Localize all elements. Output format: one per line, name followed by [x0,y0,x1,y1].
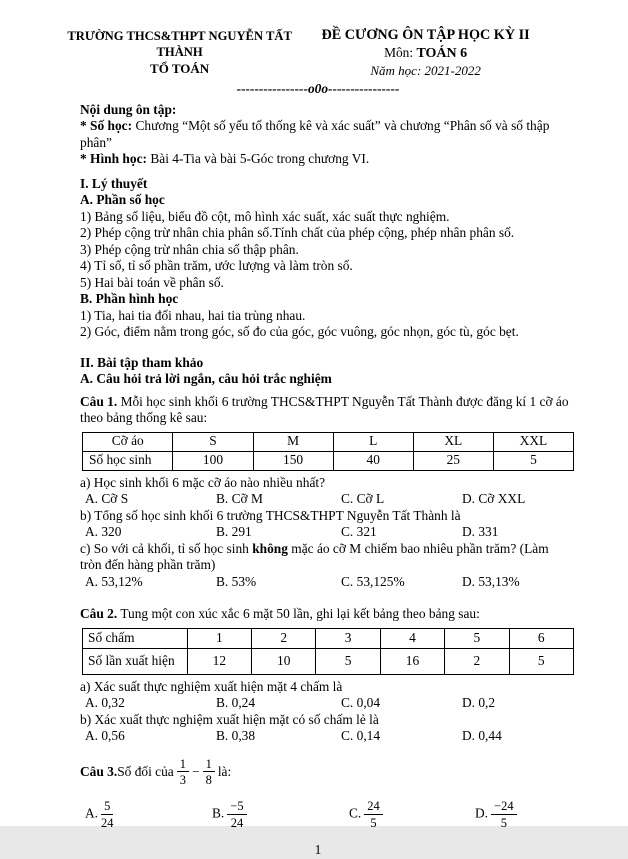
q1-table [82,432,574,471]
q3-label: Câu 3. [80,763,118,779]
q1-text: Mỗi học sinh khối 6 trường THCS&THPT Nguyễn Tất Thành được đăng kí 1 cỡ áo theo bảng thống kê sau: [80,393,569,425]
fraction-denominator: 5 [370,815,377,830]
q2-text: Tung một con xúc xắc 6 mặt 50 lần, ghi lại kết bảng theo bảng sau: [117,606,480,621]
q3-suffix: là: [217,763,232,779]
option: B. 53% [216,573,257,589]
fraction-numerator: 5 [101,799,113,814]
q3-text: Số đối của [117,763,174,779]
table-cell: 5 [493,451,573,470]
table-cell: 2 [445,648,509,674]
exercises-heading: II. Bài tập tham khảo [80,354,204,370]
table-cell: 16 [380,648,444,674]
option: D. 331 [462,524,499,539]
subject-value: TOÁN 6 [416,46,468,61]
department-name: TỔ TOÁN [150,61,210,76]
q2b-options [80,728,572,745]
page-number: 1 [314,842,322,857]
q1c-post: mặc áo cỡ M chiếm bao nhiêu phần trăm? (Làm tròn đến hàng phần trăm) [80,540,549,572]
option-label: A. [85,805,99,821]
ooo-divider: ----------------o0o---------------- [236,81,400,96]
table-cell: S [173,432,253,451]
option: A. 53,12% [85,573,143,589]
so-hoc-text: Chương “Một số yếu tố thống kê và xác suất” và chương “Phân số và số thập phân” [80,118,550,150]
table-row [83,648,574,674]
option [85,799,212,830]
table-cell: 5 [316,648,380,674]
table-row [83,432,574,451]
option: D. 53,13% [462,573,520,589]
option-label: D. [475,805,489,821]
option: C. 0,04 [341,695,381,710]
table-cell: 100 [173,451,253,470]
theory-b-heading: B. Phần hình học [80,291,179,306]
q2a-options [80,695,572,712]
option: C. 321 [341,524,377,539]
fraction [364,799,383,830]
q2b-question: b) Xác xuất thực nghiệm xuất hiện mặt có số chấm lẻ là [80,711,379,727]
hinh-hoc-label: * Hình học: [80,151,147,166]
minus-sign: − [192,763,200,779]
fraction-numerator: 1 [203,757,215,772]
option: C. Cỡ L [341,491,385,506]
option: D. Cỡ XXL [462,491,526,506]
q3-intro [80,757,572,788]
fraction-denominator: 3 [179,772,186,787]
q1c-options [80,574,572,591]
header-school-block [64,26,295,79]
option [349,799,475,830]
table-cell: XL [413,432,493,451]
q1a-options [80,491,572,508]
option: B. 0,24 [216,695,256,710]
table-cell: Số học sinh [83,451,173,470]
q1c-question [80,541,572,574]
fraction [491,799,517,830]
option: A. 0,56 [85,728,125,743]
option: C. 53,125% [341,573,405,589]
fraction-numerator: 24 [364,799,383,814]
exercises-subheading: A. Câu hỏi trả lời ngắn, câu hỏi trắc nghiệm [80,371,332,386]
table-cell: 25 [413,451,493,470]
outline-heading: Nội dung ôn tập: [80,101,177,117]
so-hoc-label: * Số học: [80,118,133,133]
q1c-bold: không [252,540,288,556]
header-title-block [295,26,556,79]
q2-label: Câu 2. [80,606,118,621]
school-name: TRƯỜNG THCS&THPT NGUYỄN TẤT THÀNH [67,29,292,59]
q3-options [80,799,572,830]
table-cell: Cỡ áo [83,432,173,451]
option: B. Cỡ M [216,491,263,506]
doc-title: ĐỀ CƯƠNG ÔN TẬP HỌC KỲ II [321,27,530,43]
theory-a-item: 1) Bảng số liệu, biểu đồ cột, mô hình xác suất, xác suất thực nghiệm. [80,208,450,224]
table-cell: 12 [187,648,251,674]
q1a-question: a) Học sinh khối 6 mặc cỡ áo nào nhiều nhất? [80,474,326,490]
fraction [177,757,189,788]
q2-table [82,628,574,675]
table-cell: 10 [252,648,316,674]
fraction-numerator: −5 [227,799,246,814]
fraction-numerator: −24 [491,799,517,814]
table-cell: Số chấm [83,628,188,648]
theory-a-heading: A. Phần số học [80,192,165,207]
theory-b-item: 2) Góc, điểm nằm trong góc, số đo của góc, góc vuông, góc nhọn, góc tù, góc bẹt. [80,324,519,339]
option: A. Cỡ S [85,491,129,506]
option [212,799,349,830]
fraction [227,799,246,830]
fraction-denominator: 8 [205,772,212,787]
fraction-denominator: 24 [101,815,114,830]
table-cell: 5 [445,628,509,648]
fraction-numerator: 1 [177,757,189,772]
option: C. 0,14 [341,728,381,743]
school-year: Năm học: 2021-2022 [370,63,481,78]
outline-hinh-hoc [80,151,572,168]
option: D. 0,44 [462,728,502,743]
table-cell: 3 [316,628,380,648]
document-header [64,26,556,79]
table-cell: 40 [333,451,413,470]
outline-so-hoc [80,118,572,151]
table-cell: 6 [509,628,573,648]
table-cell: L [333,432,413,451]
theory-a-item: 2) Phép cộng trừ nhân chia phân số.Tính chất của phép cộng, phép nhân phân số. [80,225,515,240]
table-cell: 4 [380,628,444,648]
q1b-options [80,524,572,541]
subject-line [295,44,556,62]
q2a-question: a) Xác suất thực nghiệm xuất hiện mặt 4 chấm là [80,678,343,694]
fraction [101,799,114,830]
table-row [83,451,574,470]
option: A. 320 [85,524,122,539]
theory-b-item: 1) Tia, hai tia đối nhau, hai tia trùng nhau. [80,307,306,323]
table-cell: 5 [509,648,573,674]
option-label: C. [349,805,362,821]
subject-label: Môn: [384,45,417,60]
option: B. 0,38 [216,728,256,743]
fraction [203,757,215,788]
q1b-question: b) Tổng số học sinh khối 6 trường THCS&THPT Nguyễn Tất Thành là [80,507,461,523]
q1-intro [80,394,572,427]
table-cell: XXL [493,432,573,451]
option: A. 0,32 [85,695,125,710]
option: D. 0,2 [462,695,496,710]
theory-a-item: 4) Tỉ số, tỉ số phần trăm, ước lượng và làm tròn số. [80,258,353,273]
table-cell: M [253,432,333,451]
table-cell: Số lần xuất hiện [83,648,188,674]
fraction-denominator: 5 [500,815,507,830]
table-cell: 150 [253,451,333,470]
q1-label: Câu 1. [80,393,118,409]
theory-a-item: 5) Hai bài toán về phân số. [80,274,224,290]
table-row [83,628,574,648]
q2-intro [80,606,572,623]
option [475,799,572,830]
q1c-pre: c) So với cả khối, tỉ số học sinh [80,540,253,556]
option: B. 291 [216,524,252,539]
table-cell: 2 [252,628,316,648]
fraction-denominator: 24 [230,815,244,830]
table-cell: 1 [187,628,251,648]
theory-heading: I. Lý thuyết [80,175,148,191]
option-label: B. [212,805,225,821]
theory-a-item: 3) Phép cộng trừ nhân chia số thập phân. [80,241,299,257]
hinh-hoc-text: Bài 4-Tia và bài 5-Góc trong chương VI. [146,151,370,166]
